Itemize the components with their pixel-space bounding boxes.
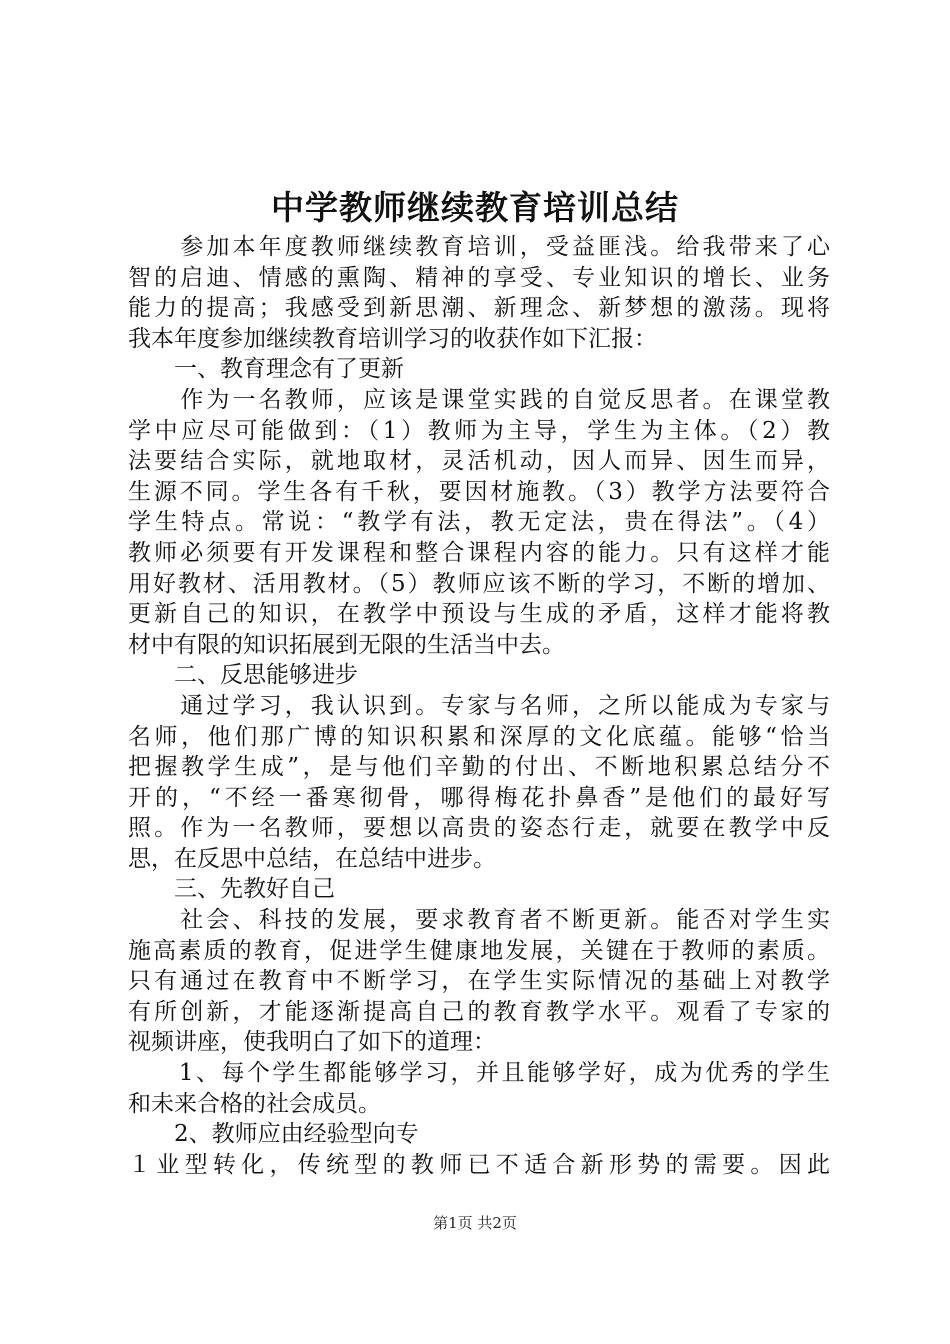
body-line: 思，在反思中总结，在总结中进步。 [128,845,496,872]
body-line: 生源不同。学生各有千秋，要因材施教。（3）教学方法要符合 [128,478,830,505]
section-heading: 一、教育理念有了更新 [128,356,404,383]
body-line: 智的启迪、情感的熏陶、精神的享受、专业知识的增长、业务 [128,264,830,291]
body-line: 我本年度参加继续教育培训学习的收获作如下汇报： [128,325,657,352]
document-body [128,232,830,1180]
list-item-line: 2、教师应由经验型向专 [128,1121,419,1148]
section-heading: 二、反思能够进步 [128,662,358,689]
body-line: 通过学习，我认识到。专家与名师，之所以能成为专家与 [128,692,830,719]
document-title: 中学教师继续教育培训总结 [271,188,679,227]
body-line: 社会、科技的发展，要求教育者不断更新。能否对学生实 [128,907,830,934]
body-line: 教师必须要有开发课程和整合课程内容的能力。只有这样才能 [128,539,830,566]
section-heading: 三、先教好自己 [128,876,335,903]
body-line: 照。作为一名教师，要想以高贵的姿态行走，就要在教学中反 [128,815,830,842]
body-line: 用好教材、活用教材。（5）教师应该不断的学习，不断的增加、 [128,570,830,597]
body-line: 名师，他们那广博的知识积累和深厚的文化底蕴。能够“恰当 [128,723,830,750]
body-line: 施高素质的教育，促进学生健康地发展，关键在于教师的素质。 [128,937,830,964]
list-item-line: 和未来合格的社会成员。 [128,1090,381,1117]
body-line: 学生特点。常说：“教学有法，教无定法，贵在得法”。（4） [128,509,830,536]
page-footer: 第1页 共2页 [433,1214,517,1232]
list-item-line: １业型转化，传统型的教师已不适合新形势的需要。因此 [128,1151,830,1178]
body-line: 有所创新，才能逐渐提高自己的教育教学水平。观看了专家的 [128,998,830,1025]
body-line: 作为一名教师，应该是课堂实践的自觉反思者。在课堂教 [128,386,830,413]
body-line: 学中应尽可能做到：（1）教师为主导，学生为主体。（2）教 [128,417,830,444]
list-item-line: 1、每个学生都能够学习，并且能够学好，成为优秀的学生 [128,1060,830,1087]
body-line: 把握教学生成”，是与他们辛勤的付出、不断地积累总结分不 [128,754,830,781]
body-line: 参加本年度教师继续教育培训，受益匪浅。给我带来了心 [128,234,830,260]
body-line: 开的，“不经一番寒彻骨，哪得梅花扑鼻香”是他们的最好写 [128,784,830,811]
body-line: 能力的提高；我感受到新思潮、新理念、新梦想的激荡。现将 [128,295,830,322]
body-line: 材中有限的知识拓展到无限的生活当中去。 [128,631,565,658]
body-line: 更新自己的知识，在教学中预设与生成的矛盾，这样才能将教 [128,601,830,628]
body-line: 只有通过在教育中不断学习，在学生实际情况的基础上对教学 [128,968,830,995]
body-line: 视频讲座，使我明白了如下的道理： [128,1029,496,1056]
body-line: 法要结合实际，就地取材，灵活机动，因人而异、因生而异， [128,448,830,475]
